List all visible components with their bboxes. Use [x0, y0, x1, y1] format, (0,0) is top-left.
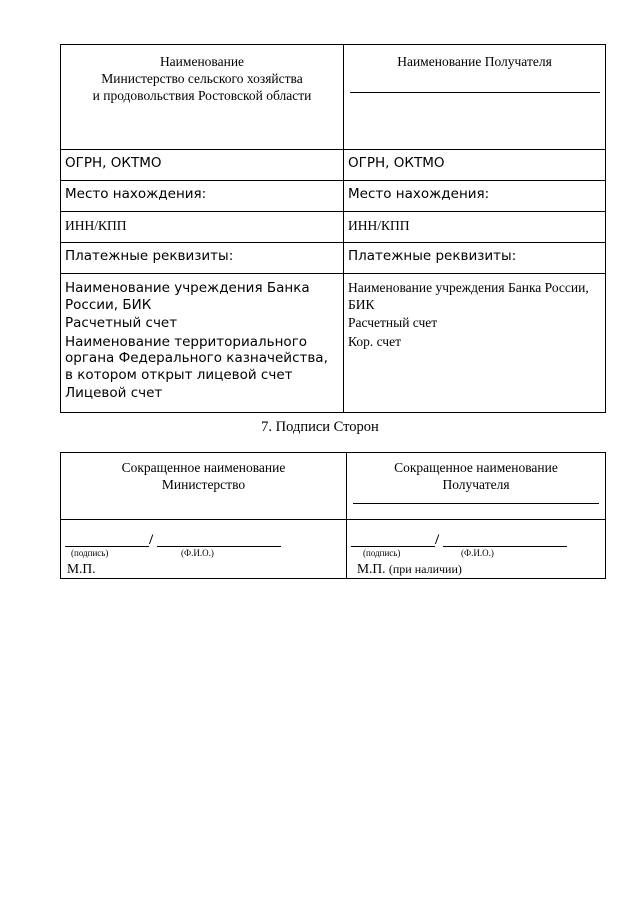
- recipient-short-name-value: Получателя: [442, 477, 510, 492]
- signature-separator: /: [435, 532, 440, 548]
- signature-blank: [351, 546, 435, 547]
- requisites-row: [61, 150, 606, 181]
- section-title: 7. Подписи Сторон: [261, 419, 379, 435]
- signature-separator: /: [149, 532, 154, 548]
- recipient-stamp-note: (при наличии): [388, 562, 462, 576]
- signatures-header-row: [61, 453, 606, 520]
- recipient-short-name-cell: [347, 453, 606, 520]
- signatures-table: [60, 452, 606, 579]
- recipient-header-cell: [344, 45, 606, 150]
- recipient-inn-cell: ИНН/КПП: [344, 212, 606, 243]
- requisites-header-row: [61, 45, 606, 150]
- recipient-name-blank-line: [350, 92, 600, 93]
- ministry-short-name-cell: [61, 453, 347, 520]
- ministry-name-line1: Министерство сельского хозяйства: [101, 71, 303, 86]
- ministry-short-name-value: Министерство: [161, 477, 246, 492]
- recipient-corr-account: Кор. счет: [348, 333, 401, 349]
- ministry-header-label: Наименование: [159, 54, 245, 69]
- ministry-inn-cell: ИНН/КПП: [61, 212, 344, 243]
- recipient-ogrn-cell: ОГРН, ОКТМО: [344, 150, 606, 181]
- recipient-bank-details-cell: [344, 274, 606, 413]
- ministry-bank-name: Наименование учреждения Банка России, БИК: [65, 280, 310, 313]
- recipient-signature-cell: [347, 520, 606, 579]
- name-blank: [157, 546, 281, 547]
- requisites-table: [60, 44, 606, 413]
- ministry-address-cell: Место нахождения:: [61, 181, 344, 212]
- ministry-ogrn-cell: ОГРН, ОКТМО: [61, 150, 344, 181]
- requisites-row: [61, 212, 606, 243]
- recipient-stamp-text: М.П.: [357, 561, 386, 576]
- recipient-bank-name: Наименование учреждения Банка России, БИК: [348, 280, 589, 312]
- ministry-settlement-account: Расчетный счет: [65, 315, 178, 331]
- ministry-name-line2: и продовольствия Ростовской области: [92, 88, 312, 103]
- ministry-header-cell: [61, 45, 344, 150]
- signature-blank: [65, 546, 149, 547]
- name-blank: [443, 546, 567, 547]
- ministry-treasury-body: Наименование территориального органа Федерального казначейства, в котором открыт лицевой счет: [65, 333, 328, 383]
- name-caption: (Ф.И.О.): [181, 548, 214, 558]
- ministry-short-name-label: Сокращенное наименование: [121, 460, 286, 475]
- ministry-payment-label-cell: Платежные реквизиты:: [61, 243, 344, 274]
- ministry-bank-details-cell: [61, 274, 344, 413]
- bank-details-row: [61, 274, 606, 413]
- recipient-short-name-blank-line: [353, 503, 599, 504]
- recipient-header-label: Наименование Получателя: [397, 54, 552, 69]
- signatures-row: [61, 520, 606, 579]
- ministry-personal-account: Лицевой счет: [65, 385, 163, 401]
- requisites-row: [61, 243, 606, 274]
- ministry-stamp-label: М.П.: [67, 561, 96, 576]
- recipient-settlement-account: Расчетный счет: [348, 315, 438, 330]
- signature-caption: (подпись): [363, 548, 401, 558]
- requisites-row: [61, 181, 606, 212]
- recipient-payment-label-cell: Платежные реквизиты:: [344, 243, 606, 274]
- recipient-stamp-label: [357, 561, 462, 577]
- recipient-short-name-label: Сокращенное наименование: [394, 460, 558, 475]
- recipient-address-cell: Место нахождения:: [344, 181, 606, 212]
- signature-caption: (подпись): [71, 548, 109, 558]
- ministry-signature-cell: [61, 520, 347, 579]
- name-caption: (Ф.И.О.): [461, 548, 494, 558]
